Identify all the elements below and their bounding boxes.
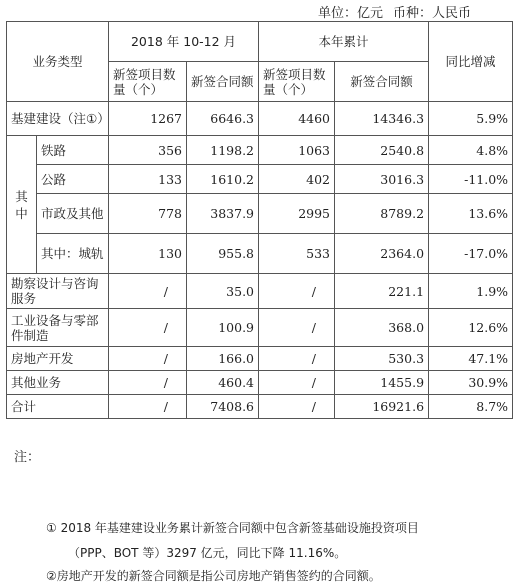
- cell-ytd-projects: /: [259, 395, 335, 419]
- cell-amount: 100.9: [187, 309, 259, 347]
- cell-ytd-projects: /: [259, 347, 335, 371]
- ytd-amount-header: 新签合同额: [335, 62, 429, 102]
- unit-line: [318, 2, 481, 21]
- of-which-label: [7, 136, 37, 274]
- table-row: [7, 309, 513, 347]
- row-label: 其他业务: [7, 371, 109, 395]
- cell-projects: 133: [109, 165, 187, 194]
- cell-yoy: 5.9%: [429, 102, 513, 136]
- cell-ytd-projects: 533: [259, 234, 335, 274]
- cell-projects: 130: [109, 234, 187, 274]
- row-label: 市政及其他: [37, 194, 109, 234]
- cell-projects: 1267: [109, 102, 187, 136]
- row-label: 其中：城轨: [37, 234, 109, 274]
- cell-projects: 778: [109, 194, 187, 234]
- cell-ytd-amount: 16921.6: [335, 395, 429, 419]
- cell-ytd-amount: 530.3: [335, 347, 429, 371]
- cell-ytd-projects: 1063: [259, 136, 335, 165]
- cell-amount: 6646.3: [187, 102, 259, 136]
- yoy-header: 同比增减: [429, 22, 513, 102]
- cell-amount: 1198.2: [187, 136, 259, 165]
- ytd-header: 本年累计: [259, 22, 429, 62]
- cell-ytd-amount: 14346.3: [335, 102, 429, 136]
- cell-amount: 1610.2: [187, 165, 259, 194]
- cell-yoy: 4.8%: [429, 136, 513, 165]
- table-row: [7, 136, 513, 165]
- category-header: 业务类型: [7, 22, 109, 102]
- cell-ytd-projects: /: [259, 371, 335, 395]
- cell-amount: 166.0: [187, 347, 259, 371]
- table-row: [7, 371, 513, 395]
- cell-projects: /: [109, 347, 187, 371]
- cell-ytd-amount: 368.0: [335, 309, 429, 347]
- cell-projects: /: [109, 309, 187, 347]
- cell-yoy: 12.6%: [429, 309, 513, 347]
- new-amount-header: 新签合同额: [187, 62, 259, 102]
- cell-ytd-amount: 3016.3: [335, 165, 429, 194]
- table-row: [7, 194, 513, 234]
- cell-ytd-projects: 402: [259, 165, 335, 194]
- table-row: [7, 347, 513, 371]
- cell-ytd-amount: 1455.9: [335, 371, 429, 395]
- unit-label: 单位：亿元: [318, 6, 384, 21]
- cell-ytd-projects: /: [259, 309, 335, 347]
- cell-ytd-projects: 4460: [259, 102, 335, 136]
- cell-amount: 3837.9: [187, 194, 259, 234]
- table-row: [7, 395, 513, 419]
- footnote-1-line-1: ① 2018 年基建建设业务累计新签合同额中包含新签基础设施投资项目: [46, 521, 419, 535]
- header-row-1: [7, 22, 513, 62]
- cell-ytd-amount: 221.1: [335, 274, 429, 309]
- cell-yoy: -11.0%: [429, 165, 513, 194]
- period-header: 2018 年 10-12 月: [109, 22, 259, 62]
- cell-yoy: 30.9%: [429, 371, 513, 395]
- table-row: [7, 102, 513, 136]
- cell-ytd-projects: 2995: [259, 194, 335, 234]
- row-label: 合计: [7, 395, 109, 419]
- cell-ytd-amount: 2540.8: [335, 136, 429, 165]
- note-label: 注：: [14, 450, 41, 465]
- new-projects-header: 新签项目数量（个）: [109, 62, 187, 102]
- cell-yoy: 47.1%: [429, 347, 513, 371]
- of-which-text: 其中: [15, 188, 28, 221]
- row-label: 房地产开发: [7, 347, 109, 371]
- cell-projects: /: [109, 274, 187, 309]
- cell-ytd-amount: 2364.0: [335, 234, 429, 274]
- contract-table: [6, 21, 513, 419]
- cell-yoy: 1.9%: [429, 274, 513, 309]
- cell-yoy: -17.0%: [429, 234, 513, 274]
- currency-label: 币种：人民币: [393, 6, 472, 21]
- row-label: 铁路: [37, 136, 109, 165]
- table-row: [7, 234, 513, 274]
- footnote-1-line-2: （PPP、BOT 等）3297 亿元，同比下降 11.16%。: [68, 546, 347, 560]
- cell-amount: 35.0: [187, 274, 259, 309]
- row-label: 工业设备与零部件制造: [7, 309, 109, 347]
- cell-projects: /: [109, 371, 187, 395]
- ytd-projects-header: 新签项目数量（个）: [259, 62, 335, 102]
- cell-amount: 955.8: [187, 234, 259, 274]
- cell-ytd-amount: 8789.2: [335, 194, 429, 234]
- table-row: [7, 274, 513, 309]
- cell-projects: 356: [109, 136, 187, 165]
- cell-amount: 460.4: [187, 371, 259, 395]
- footnote-2: ②房地产开发的新签合同额是指公司房地产销售签约的合同额。: [46, 569, 381, 583]
- row-label: 勘察设计与咨询服务: [7, 274, 109, 309]
- cell-yoy: 13.6%: [429, 194, 513, 234]
- table-row: [7, 165, 513, 194]
- cell-projects: /: [109, 395, 187, 419]
- cell-amount: 7408.6: [187, 395, 259, 419]
- row-label: 公路: [37, 165, 109, 194]
- cell-ytd-projects: /: [259, 274, 335, 309]
- cell-yoy: 8.7%: [429, 395, 513, 419]
- row-label: 基建建设（注①）: [7, 102, 109, 136]
